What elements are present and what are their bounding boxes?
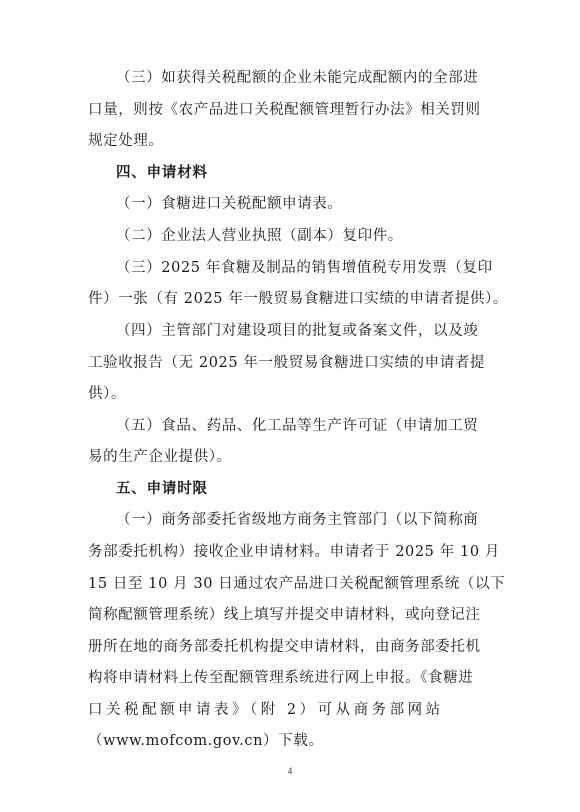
- page-number: 4: [287, 766, 293, 776]
- section-heading-materials: 四、申请材料: [116, 165, 208, 181]
- paragraph-line: （四）主管部门对建设项目的批复或备案文件，以及竣: [116, 323, 479, 339]
- paragraph-line: 简称配额管理系统）线上填写并提交申请材料，或向登记注: [88, 607, 481, 623]
- paragraph-line: 构将申请材料上传至配额管理系统进行网上申报。《食糖进: [88, 670, 474, 686]
- paragraph-line: 册所在地的商务部委托机构提交申请材料，由商务部委托机: [88, 639, 481, 655]
- paragraph-line: （二）企业法人营业执照（副本）复印件。: [116, 228, 403, 244]
- paragraph-line: （一）商务部委托省级地方商务主管部门（以下简称商: [116, 512, 479, 528]
- paragraph-line: （一）食糖进口关税配额申请表。: [116, 196, 343, 212]
- section-heading-timeline: 五、申请时限: [116, 481, 208, 497]
- paragraph-line: （五）食品、药品、化工品等生产许可证（申请加工贸: [116, 418, 479, 434]
- paragraph-line: 规定处理。: [88, 133, 164, 149]
- paragraph-line: 件）一张（有 2025 年一般贸易食糖进口实绩的申请者提供）。: [88, 291, 508, 307]
- paragraph-line: 易的生产企业提供）。: [88, 449, 232, 465]
- paragraph-line: 口量，则按《农产品进口关税配额管理暂行办法》相关罚则: [88, 102, 481, 118]
- paragraph-line: （三）如获得关税配额的企业未能完成配额内的全部进: [116, 70, 479, 86]
- paragraph-line: 供）。: [88, 386, 127, 402]
- paragraph-line: （www.mofcom.gov.cn）下载。: [88, 733, 324, 749]
- paragraph-line: 15 日至 10 月 30 日通过农产品进口关税配额管理系统（以下: [88, 576, 506, 592]
- paragraph-line: （三）2025 年食糖及制品的销售增值税专用发票（复印: [116, 260, 493, 276]
- paragraph-line: 工验收报告（无 2025 年一般贸易食糖进口实绩的申请者提: [88, 355, 486, 371]
- paragraph-line: 口关税配额申请表》（附 2）可从商务部网站: [88, 702, 444, 718]
- paragraph-line: 务部委托机构）接收企业申请材料。申请者于 2025 年 10 月: [88, 544, 500, 560]
